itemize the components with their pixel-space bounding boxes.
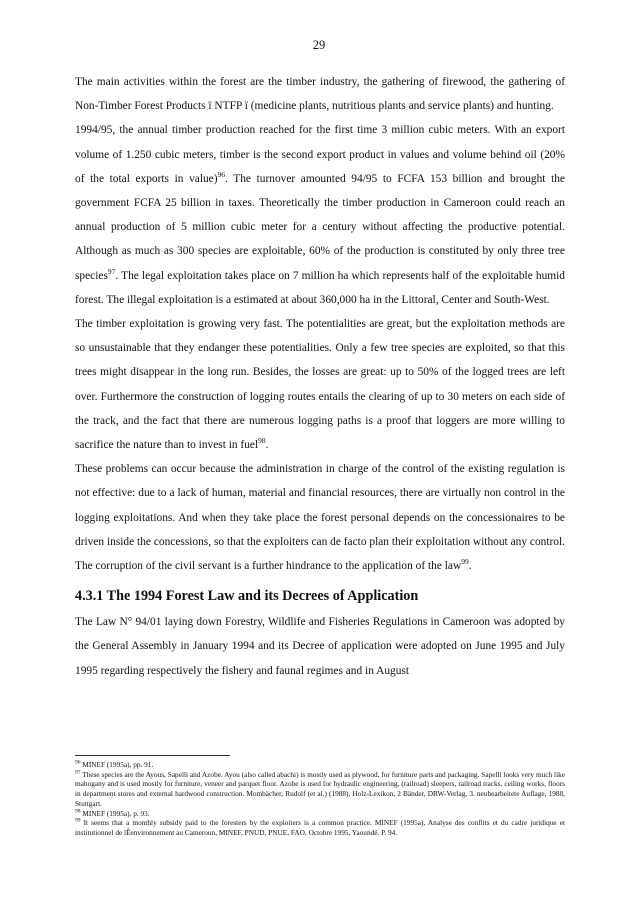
text-run: 1994/95, the annual timber production reached for the first time 3 million cubic meters. With an export volume of 1.250 cubic meters, timber is the second export product in values and volume behind oil (20% of the total exports in value) <box>75 124 565 185</box>
footnote-number: 99 <box>75 817 81 824</box>
footnote-separator <box>75 755 230 756</box>
paragraph <box>75 312 565 457</box>
section-heading: 4.3.1 The 1994 Forest Law and its Decrees of Application <box>75 588 419 605</box>
footnote-text: These species are the Ayous, Sapelli and Azobe. Ayou (also called abachi) is mostly used as plywood, for furniture parts and packaging. Sapelli looks very much like mahogany and is used mostly for furniture, veneer and parquet floor. Azobe is used for hydraulic engineering, (railroad) sleepers, railroad tracks, ceiling works, floors in department stores and external hardwood construction. Mombächer, Rudolf (et al.) (1988), Holz-Lexikon, 2 Bänder, DRW-Verlag, 3. neubearbeitete Auflage, 1988, Stuttgart. <box>75 769 565 808</box>
footnote-number: 96 <box>75 759 81 766</box>
footnote-ref: 99 <box>461 557 469 567</box>
footnote <box>75 760 565 770</box>
text-run: . The legal exploitation takes place on 7 million ha which represents half of the exploitable humid forest. The illegal exploitation is a estimated at about 360,000 ha in the Littoral, Center and South-West. <box>75 269 565 306</box>
footnote-text: MINEF (1995a), pp. 91. <box>82 760 154 769</box>
paragraph: The Law N° 94/01 laying down Forestry, Wildlife and Fisheries Regulations in Cameroon was adopted by the General Assembly in January 1994 and its Decree of application were adopted on June 1995 and July 1995 regarding respectively the fishery and faunal regimes and in August <box>75 616 565 677</box>
footnote <box>75 818 565 837</box>
page-number: 29 <box>312 38 326 52</box>
paragraphs <box>75 70 565 578</box>
footnote-ref: 96 <box>217 170 226 180</box>
footnote-number: 98 <box>75 808 81 815</box>
footnote <box>75 809 565 819</box>
footnote-number: 97 <box>75 769 81 776</box>
paragraph <box>75 457 565 578</box>
text-run: . <box>265 439 269 452</box>
text-run: . The turnover amounted 94/95 to FCFA 153 billion and brought the government FCFA 25 billion in taxes. Theoretically the timber production in Cameroon could reach an annual production of 5 million cubic meter for a century without affecting the productive potential. Although as much as 300 species are exploitable, 60% of the production is constituted by only three tree species <box>75 172 565 282</box>
footnote-text: MINEF (1995a), p. 93. <box>82 808 150 818</box>
text-run: The main activities within the forest are the timber industry, the gathering of firewood, the gathering of Non-Timber Forest Products ï NTFP ï (medicine plants, nutritious plants and service plants) and hunting. <box>75 76 565 113</box>
text-run: The timber exploitation is growing very fast. The potentialities are great, but the exploitation methods are so unsustainable that they endanger these potentialities. Only a few tree species are exploited, so that this trees might disappear in the long run. Besides, the losses are great: up to 50% of the logged trees are left over. Furthermore the construction of logging routes entails the clearing of up to 30 meters on each side of the track, and the fact that there are numerous logging paths is a proof that loggers are more willing to sacrifice the nature than to invest in fuel <box>75 318 565 452</box>
footnote-ref: 97 <box>107 266 116 276</box>
text-run: These problems can occur because the administration in charge of the control of the existing regulation is not effective: due to a lack of human, material and financial resources, there are virtually non control in the logging exploitations. And when they take place the forest personal depends on the concessionaires to be driven inside the concessions, so that the exploiters can de facto plan their exploitation without any control. The corruption of the civil servant is a further hindrance to the application of the law <box>75 463 565 573</box>
text-run: . <box>468 560 472 573</box>
body-text <box>75 70 565 683</box>
footnote <box>75 770 565 809</box>
footnote-ref: 98 <box>258 436 266 446</box>
paragraph <box>75 70 565 118</box>
paragraph <box>75 118 565 312</box>
footnotes <box>75 760 565 838</box>
footnote-text: It seems that a monthly subsidy paid to the foresters by the exploiters is a common practice. MINEF (1995a), Analyse des conflits et du cadre juridique et institutionnel de lÊenvironnement au Cameroun, MINEF, PNUD, PNUE, FAO, Octobre 1995, Yaoundé. P. 94. <box>75 818 565 837</box>
